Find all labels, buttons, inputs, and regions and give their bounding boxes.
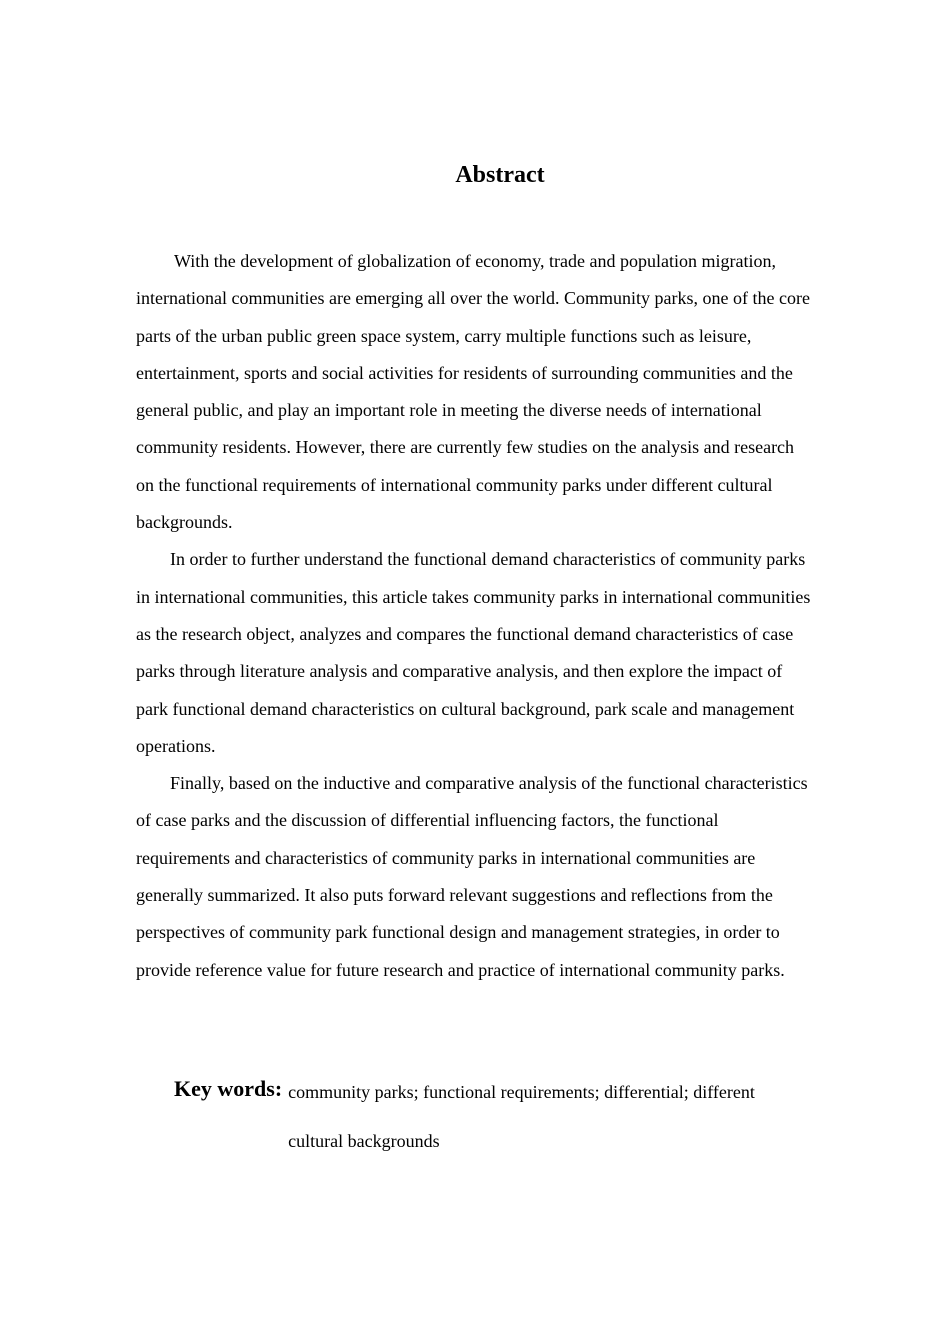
abstract-paragraph-1: With the development of globalization of economy, trade and population migration, international communities are emerging all over the world. Community parks, one of the core parts of the urban public green space system, carry multiple functions such as leisure, entertainment, sports and social activities for residents of surrounding communities and the general public, and play an important role in meeting the diverse needs of international community residents. However, there are currently few studies on the analysis and research on the functional requirements of international community parks under different cultural backgrounds. [136, 251, 810, 533]
abstract-paragraph-2: In order to further understand the functional demand characteristics of community parks in international communities, this article takes community parks in international communities as the research object, analyzes and compares the functional demand characteristics of case parks through literature analysis and comparative analysis, and then explore the impact of park functional demand characteristics on cultural background, park scale and management operations. [136, 549, 811, 756]
keywords-label: Key words: [174, 1076, 283, 1101]
abstract-paragraph-3: Finally, based on the inductive and comparative analysis of the functional characteristics of case parks and the discussion of differential influencing factors, the functional requirements and characteristics of community parks in international communities are generally summarized. It also puts forward relevant suggestions and reflections from the perspectives of community park functional design and management strategies, in order to provide reference value for future research and practice of international community parks. [136, 773, 808, 980]
abstract-body [136, 243, 816, 989]
abstract-title: Abstract [455, 162, 545, 188]
keywords-section [174, 1068, 814, 1166]
keywords-text: community parks; functional requirements; differential; different cultural backgrounds [288, 1082, 755, 1151]
